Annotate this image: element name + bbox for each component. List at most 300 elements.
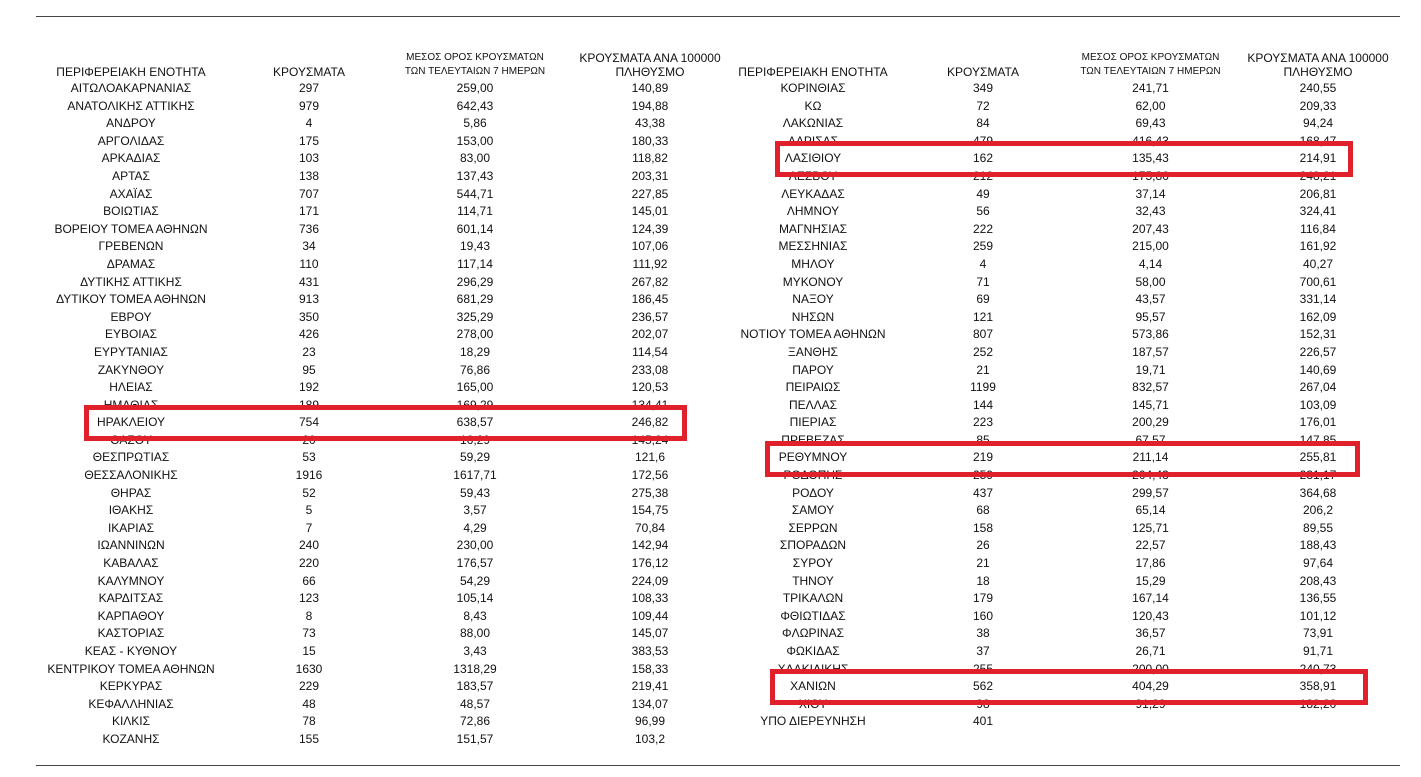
per-100k-cell: 214,91 <box>1299 151 1337 166</box>
per-100k-cell: 180,33 <box>631 133 669 148</box>
mean-7days-cell: 67,57 <box>1135 432 1166 447</box>
region-name-cell: ΣΠΟΡΑΔΩΝ <box>779 538 847 553</box>
mean-7days-cell: 215,00 <box>1132 239 1169 254</box>
mean-7days-cell: 43,57 <box>1135 292 1166 307</box>
region-name-cell: ΚΟΖΑΝΗΣ <box>102 731 160 746</box>
cases-cell: 38 <box>976 626 990 641</box>
cases-cell: 53 <box>302 450 316 465</box>
header-mean-line1: ΜΕΣΟΣ ΟΡΟΣ ΚΡΟΥΣΜΑΤΩΝ <box>406 52 544 63</box>
per-100k-cell: 89,55 <box>1302 520 1334 535</box>
per-100k-cell: 134,07 <box>631 696 669 711</box>
per-100k-cell: 142,94 <box>631 538 669 553</box>
region-name-cell: ΓΡΕΒΕΝΩΝ <box>98 239 164 254</box>
region-name-cell: ΣΥΡΟΥ <box>792 556 834 571</box>
cases-cell: 121 <box>972 309 994 324</box>
per-100k-cell: 233,08 <box>631 362 669 377</box>
per-100k-cell: 103,2 <box>634 731 666 746</box>
per-100k-cell: 383,53 <box>631 644 669 658</box>
cases-cell: 138 <box>298 168 320 183</box>
mean-7days-cell: 135,43 <box>1132 151 1169 166</box>
per-100k-cell: 331,14 <box>1299 292 1337 307</box>
cases-cell: 1630 <box>295 661 323 676</box>
region-name-cell: ΚΕΦΑΛΛΗΝΙΑΣ <box>88 696 174 711</box>
cases-cell: 562 <box>972 679 994 694</box>
mean-7days-cell: 19,43 <box>459 239 491 254</box>
mean-7days-cell: 681,29 <box>456 292 494 307</box>
region-name-cell: ΑΧΑΪΑΣ <box>109 186 153 201</box>
region-name-cell: ΝΗΣΩΝ <box>791 309 835 324</box>
cases-cell: 37 <box>976 644 990 658</box>
per-100k-cell: 231,17 <box>1299 468 1337 483</box>
per-100k-cell: 158,33 <box>631 661 669 676</box>
mean-7days-cell: 183,57 <box>456 679 494 694</box>
cases-cell: 736 <box>298 221 320 236</box>
header-region: ΠΕΡΙΦΕΡΕΙΑΚΗ ΕΝΟΤΗΤΑ <box>738 65 888 79</box>
cases-cell: 78 <box>302 714 316 729</box>
per-100k-cell: 116,84 <box>1300 221 1336 236</box>
per-100k-cell: 162,09 <box>1299 309 1337 324</box>
highlight-box <box>84 405 687 441</box>
per-100k-cell: 188,43 <box>1299 538 1337 553</box>
region-name-cell: ΔΡΑΜΑΣ <box>106 256 156 271</box>
mean-7days-cell: 404,29 <box>1132 679 1169 694</box>
mean-7days-cell: 48,57 <box>459 696 491 711</box>
cases-cell: 349 <box>972 81 994 95</box>
header-region: ΠΕΡΙΦΕΡΕΙΑΚΗ ΕΝΟΤΗΤΑ <box>56 65 206 79</box>
mean-7days-cell: 1318,29 <box>453 661 497 676</box>
mean-7days-cell: 259,00 <box>456 81 494 95</box>
cases-cell: 56 <box>976 204 990 219</box>
region-name-cell: ΞΑΝΘΗΣ <box>788 344 838 359</box>
mean-7days-cell: 54,29 <box>459 573 491 588</box>
cases-cell: 73 <box>302 626 316 641</box>
per-100k-cell: 108,33 <box>631 591 669 606</box>
per-100k-cell: 236,57 <box>631 309 669 324</box>
mean-7days-cell: 204,43 <box>1132 468 1169 483</box>
top-rule <box>36 16 1400 17</box>
mean-7days-cell: 325,29 <box>456 309 494 324</box>
mean-7days-cell: 19,71 <box>1135 362 1166 377</box>
per-100k-cell: 73,91 <box>1302 626 1334 641</box>
mean-7days-cell: 59,29 <box>459 450 491 465</box>
region-name-cell: ΚΑΒΑΛΑΣ <box>103 556 159 571</box>
region-name-cell: ΑΝΔΡΟΥ <box>106 116 156 131</box>
mean-7days-cell: 207,43 <box>1132 221 1169 236</box>
per-100k-cell: 96,99 <box>634 714 666 729</box>
region-name-cell: ΜΕΣΣΗΝΙΑΣ <box>778 239 848 254</box>
cases-cell: 255 <box>972 661 994 676</box>
cases-cell: 192 <box>298 380 320 395</box>
region-name-cell: ΧΑΛΚΙΔΙΚΗΣ <box>777 661 849 676</box>
per-100k-cell: 140,89 <box>631 81 669 95</box>
mean-7days-cell: 69,43 <box>1135 116 1166 131</box>
mean-7days-cell: 18,29 <box>459 344 491 359</box>
cases-cell: 85 <box>976 432 990 447</box>
header-per-line2: ΠΛΗΘΥΣΜΟ <box>1283 65 1353 79</box>
mean-7days-cell: 4,14 <box>1138 256 1163 271</box>
mean-7days-cell: 241,71 <box>1132 81 1169 95</box>
per-100k-cell: 121,6 <box>634 450 666 465</box>
per-100k-cell: 101,12 <box>1299 608 1337 623</box>
cases-cell: 123 <box>298 591 320 606</box>
per-100k-cell: 227,85 <box>631 186 669 201</box>
region-name-cell: ΜΑΓΝΗΣΙΑΣ <box>778 221 848 236</box>
cases-cell: 158 <box>972 520 994 535</box>
cases-cell: 426 <box>298 327 320 342</box>
per-100k-cell: 208,43 <box>1299 573 1337 588</box>
region-name-cell: ΛΑΚΩΝΙΑΣ <box>782 116 844 131</box>
cases-cell: 252 <box>972 344 994 359</box>
cases-cell: 754 <box>298 415 320 430</box>
mean-7days-cell: 15,29 <box>1135 573 1166 588</box>
region-name-cell: ΑΡΤΑΣ <box>112 168 150 183</box>
mean-7days-cell: 187,57 <box>1132 344 1169 359</box>
region-name-cell: ΕΒΡΟΥ <box>110 309 152 324</box>
region-name-cell: ΚΑΛΥΜΝΟΥ <box>97 573 165 588</box>
region-name-cell: ΧΙΟΥ <box>798 696 828 711</box>
region-name-cell: ΛΑΣΙΘΙΟΥ <box>784 151 842 166</box>
cases-cell: 72 <box>976 98 990 113</box>
per-100k-cell: 145,24 <box>631 432 669 447</box>
mean-7days-cell: 642,43 <box>456 98 494 113</box>
mean-7days-cell: 58,00 <box>1135 274 1166 289</box>
per-100k-cell: 209,33 <box>1299 98 1337 113</box>
per-100k-cell: 97,64 <box>1302 556 1334 571</box>
region-name-cell: ΘΕΣΣΑΛΟΝΙΚΗΣ <box>84 468 178 483</box>
cases-cell: 4 <box>305 116 313 131</box>
cases-cell: 240 <box>298 538 320 553</box>
mean-7days-cell: 211,14 <box>1132 450 1169 465</box>
per-100k-cell: 203,31 <box>631 168 669 183</box>
region-name-cell: ΑΝΑΤΟΛΙΚΗΣ ΑΤΤΙΚΗΣ <box>67 98 195 113</box>
cases-cell: 7 <box>305 520 313 535</box>
cases-cell: 175 <box>298 133 320 148</box>
region-name-cell: ΑΡΓΟΛΙΔΑΣ <box>97 133 165 148</box>
mean-7days-cell: 230,00 <box>456 538 494 553</box>
cases-cell: 34 <box>302 239 316 254</box>
region-name-cell: ΗΛΕΙΑΣ <box>109 380 153 395</box>
region-name-cell: ΡΟΔΟΠΗΣ <box>783 468 843 483</box>
region-name-cell: ΠΕΛΛΑΣ <box>788 397 838 412</box>
header-mean-line2: ΤΩΝ ΤΕΛΕΥΤΑΙΩΝ 7 ΗΜΕΡΩΝ <box>404 66 546 77</box>
mean-7days-cell: 175,86 <box>1132 168 1169 183</box>
cases-cell: 52 <box>302 485 316 500</box>
cases-cell: 913 <box>298 292 320 307</box>
mean-7days-cell: 76,86 <box>459 362 491 377</box>
region-name-cell: ΣΑΜΟΥ <box>791 503 835 518</box>
cases-cell: 707 <box>298 186 320 201</box>
per-100k-cell: 219,41 <box>631 679 669 694</box>
mean-7days-cell: 91,29 <box>1135 696 1166 711</box>
mean-7days-cell: 26,71 <box>1135 644 1166 658</box>
cases-cell: 15 <box>302 644 316 658</box>
cases-cell: 350 <box>298 309 320 324</box>
mean-7days-cell: 200,29 <box>1132 415 1169 430</box>
mean-7days-cell: 169,29 <box>456 397 494 412</box>
region-name-cell: ΚΕΑΣ - ΚΥΘΝΟΥ <box>84 644 178 658</box>
per-100k-cell: 364,68 <box>1299 485 1337 500</box>
cases-cell: 431 <box>298 274 320 289</box>
mean-7days-cell: 16,29 <box>459 432 491 447</box>
mean-7days-cell: 59,43 <box>459 485 491 500</box>
mean-7days-cell: 72,86 <box>459 714 491 729</box>
region-name-cell: ΔΥΤΙΚΟΥ ΤΟΜΕΑ ΑΘΗΝΩΝ <box>56 292 206 307</box>
per-100k-cell: 136,55 <box>1299 591 1337 606</box>
header-mean-7days <box>1053 51 1248 79</box>
per-100k-cell: 118,82 <box>632 151 668 166</box>
per-100k-cell: 40,27 <box>1302 256 1334 271</box>
per-100k-cell: 267,82 <box>631 274 669 289</box>
per-100k-cell: 194,88 <box>631 98 669 113</box>
region-name-cell: ΘΑΣΟΥ <box>110 432 152 447</box>
region-name-cell: ΠΑΡΟΥ <box>792 362 834 377</box>
mean-7days-cell: 165,00 <box>456 380 494 395</box>
cases-cell: 807 <box>972 327 994 342</box>
cases-cell: 110 <box>299 256 319 271</box>
cases-cell: 18 <box>976 573 990 588</box>
mean-7days-cell: 17,86 <box>1135 556 1166 571</box>
per-100k-cell: 107,06 <box>631 239 669 254</box>
mean-7days-cell: 105,14 <box>456 591 494 606</box>
mean-7days-cell: 3,57 <box>463 503 487 518</box>
cases-cell: 48 <box>302 696 316 711</box>
region-name-cell: ΗΜΑΘΙΑΣ <box>103 397 159 412</box>
region-name-cell: ΠΙΕΡΙΑΣ <box>789 415 837 430</box>
mean-7days-cell: 114,71 <box>457 204 493 219</box>
per-100k-cell: 154,75 <box>631 503 669 518</box>
header-cases-per-100k <box>570 51 730 79</box>
mean-7days-cell: 137,43 <box>456 168 494 183</box>
header-cases: ΚΡΟΥΣΜΑΤΑ <box>947 65 1019 79</box>
cases-cell: 103 <box>298 151 320 166</box>
region-name-cell: ΕΥΡΥΤΑΝΙΑΣ <box>94 344 168 359</box>
region-name-cell: ΤΡΙΚΑΛΩΝ <box>782 591 844 606</box>
cases-cell: 84 <box>976 116 990 131</box>
per-100k-cell: 176,12 <box>631 556 669 571</box>
cases-cell: 155 <box>298 731 320 746</box>
per-100k-cell: 182,20 <box>1299 696 1337 711</box>
header-per-line2: ΠΛΗΘΥΣΜΟ <box>615 65 685 79</box>
cases-cell: 212 <box>972 168 994 183</box>
region-name-cell: ΛΕΣΒΟΥ <box>788 168 838 183</box>
mean-7days-cell: 299,57 <box>1132 485 1169 500</box>
cases-cell: 979 <box>298 98 320 113</box>
cases-cell: 259 <box>972 239 994 254</box>
per-100k-cell: 240,73 <box>1299 661 1337 676</box>
region-name-cell: ΘΕΣΠΡΩΤΙΑΣ <box>92 450 170 465</box>
region-name-cell: ΚΕΡΚΥΡΑΣ <box>99 679 163 694</box>
per-100k-cell: 145,07 <box>631 626 669 641</box>
cases-cell: 69 <box>976 292 990 307</box>
cases-cell: 98 <box>976 696 990 711</box>
region-name-cell: ΙΘΑΚΗΣ <box>108 503 154 518</box>
cases-cell: 21 <box>976 362 990 377</box>
region-name-cell: ΕΥΒΟΙΑΣ <box>104 327 158 342</box>
mean-7days-cell: 3,43 <box>463 644 487 658</box>
region-name-cell: ΒΟΙΩΤΙΑΣ <box>103 204 159 219</box>
region-name-cell: ΡΕΘΥΜΝΟΥ <box>778 450 848 465</box>
per-100k-cell: 358,91 <box>1299 679 1337 694</box>
cases-cell: 160 <box>972 608 994 623</box>
per-100k-cell: 124,39 <box>631 221 669 236</box>
cases-cell: 479 <box>972 133 994 148</box>
per-100k-cell: 91,71 <box>1302 644 1334 658</box>
region-name-cell: ΤΗΝΟΥ <box>792 573 834 588</box>
cases-cell: 223 <box>972 415 994 430</box>
cases-cell: 26 <box>976 538 990 553</box>
mean-7days-cell: 832,57 <box>1132 380 1169 395</box>
mean-7days-cell: 153,00 <box>456 133 494 148</box>
highlight-box <box>775 141 1353 177</box>
per-100k-cell: 140,69 <box>1299 362 1337 377</box>
per-100k-cell: 145,01 <box>631 204 669 219</box>
per-100k-cell: 206,81 <box>1299 186 1337 201</box>
per-100k-cell: 224,09 <box>631 573 669 588</box>
region-name-cell: ΚΑΡΔΙΤΣΑΣ <box>98 591 164 606</box>
region-name-cell: ΛΗΜΝΟΥ <box>786 204 840 219</box>
region-name-cell: ΡΟΔΟΥ <box>792 485 834 500</box>
cases-cell: 1916 <box>295 468 323 483</box>
per-100k-cell: 103,09 <box>1299 397 1337 412</box>
cases-cell: 259 <box>972 468 994 483</box>
mean-7days-cell: 278,00 <box>456 327 494 342</box>
mean-7days-cell: 117,14 <box>457 256 493 271</box>
per-100k-cell: 172,56 <box>631 468 669 483</box>
mean-7days-cell: 200,00 <box>1132 661 1169 676</box>
region-name-cell: ΚΑΡΠΑΘΟΥ <box>97 608 165 623</box>
mean-7days-cell: 120,43 <box>1132 608 1169 623</box>
cases-cell: 23 <box>302 344 316 359</box>
per-100k-cell: 134,41 <box>631 397 669 412</box>
mean-7days-cell: 151,57 <box>456 731 494 746</box>
mean-7days-cell: 8,43 <box>463 608 487 623</box>
mean-7days-cell: 36,57 <box>1135 626 1166 641</box>
mean-7days-cell: 573,86 <box>1132 327 1169 342</box>
per-100k-cell: 206,2 <box>1302 503 1334 518</box>
cases-cell: 401 <box>972 714 994 729</box>
mean-7days-cell: 145,71 <box>1132 397 1169 412</box>
region-name-cell: ΛΕΥΚΑΔΑΣ <box>781 186 845 201</box>
per-100k-cell: 267,04 <box>1299 380 1337 395</box>
region-name-cell: ΜΥΚΟΝΟΥ <box>782 274 844 289</box>
cases-cell: 144 <box>972 397 994 412</box>
cases-cell: 179 <box>972 591 994 606</box>
cases-cell: 219 <box>972 450 994 465</box>
per-100k-cell: 240,55 <box>1299 81 1337 95</box>
cases-cell: 20 <box>302 432 316 447</box>
region-name-cell: ΦΩΚΙΔΑΣ <box>786 644 840 658</box>
per-100k-cell: 168,47 <box>1299 133 1337 148</box>
cases-cell: 162 <box>972 151 994 166</box>
per-100k-cell: 111,92 <box>632 256 668 271</box>
mean-7days-cell: 416,43 <box>1132 133 1169 148</box>
per-100k-cell: 109,44 <box>631 608 669 623</box>
header-mean-7days <box>380 51 570 79</box>
mean-7days-cell: 83,00 <box>459 151 491 166</box>
mean-7days-cell: 638,57 <box>456 415 494 430</box>
highlight-box <box>770 669 1368 705</box>
region-name-cell: ΝΑΞΟΥ <box>792 292 834 307</box>
per-100k-cell: 43,38 <box>634 116 666 131</box>
cases-cell: 66 <box>302 573 316 588</box>
region-name-cell: ΦΘΙΩΤΙΔΑΣ <box>780 608 846 623</box>
region-name-cell: ΠΡΕΒΕΖΑΣ <box>781 432 845 447</box>
header-mean-line1: ΜΕΣΟΣ ΟΡΟΣ ΚΡΟΥΣΜΑΤΩΝ <box>1081 52 1220 63</box>
per-100k-cell: 246,82 <box>631 415 669 430</box>
region-name-cell: ΑΙΤΩΛΟΑΚΑΡΝΑΝΙΑΣ <box>70 81 192 95</box>
mean-7days-cell: 65,14 <box>1135 503 1166 518</box>
cases-cell: 220 <box>298 556 320 571</box>
cases-cell: 171 <box>298 204 320 219</box>
mean-7days-cell: 601,14 <box>456 221 494 236</box>
per-100k-cell: 161,92 <box>1299 239 1337 254</box>
region-name-cell: ΖΑΚΥΝΘΟΥ <box>97 362 165 377</box>
cases-cell: 229 <box>298 679 320 694</box>
header-per-line1: ΚΡΟΥΣΜΑΤΑ ΑΝΑ 100000 <box>1247 51 1389 65</box>
cases-cell: 297 <box>298 81 320 95</box>
cases-cell: 8 <box>305 608 313 623</box>
region-name-cell: ΙΩΑΝΝΙΝΩΝ <box>97 538 165 553</box>
cases-cell: 49 <box>976 186 990 201</box>
per-100k-cell: 147,85 <box>1299 432 1337 447</box>
mean-7days-cell: 125,71 <box>1132 520 1169 535</box>
header-mean-line2: ΤΩΝ ΤΕΛΕΥΤΑΙΩΝ 7 ΗΜΕΡΩΝ <box>1080 66 1221 77</box>
mean-7days-cell: 176,57 <box>456 556 494 571</box>
cases-cell: 437 <box>972 485 994 500</box>
region-name-cell: ΔΥΤΙΚΗΣ ΑΤΤΙΚΗΣ <box>80 274 182 289</box>
mean-7days-cell: 5,86 <box>463 116 487 131</box>
mean-7days-cell: 167,14 <box>1132 591 1169 606</box>
region-name-cell: ΛΑΡΙΣΑΣ <box>787 133 839 148</box>
per-100k-cell: 248,21 <box>1299 168 1337 183</box>
mean-7days-cell: 4,29 <box>463 520 487 535</box>
per-100k-cell: 226,57 <box>1299 344 1337 359</box>
region-name-cell: ΗΡΑΚΛΕΙΟΥ <box>96 415 166 430</box>
region-name-cell: ΑΡΚΑΔΙΑΣ <box>101 151 161 166</box>
per-100k-cell: 94,24 <box>1302 116 1334 131</box>
cases-cell: 5 <box>305 503 313 518</box>
region-name-cell: ΙΚΑΡΙΑΣ <box>107 520 155 535</box>
cases-cell: 95 <box>302 362 316 377</box>
region-name-cell: ΚΕΝΤΡΙΚΟΥ ΤΟΜΕΑ ΑΘΗΝΩΝ <box>47 661 215 676</box>
per-100k-cell: 202,07 <box>631 327 669 342</box>
region-name-cell: ΘΗΡΑΣ <box>110 485 152 500</box>
region-name-cell: ΠΕΙΡΑΙΩΣ <box>785 380 841 395</box>
cases-cell: 1199 <box>970 380 996 395</box>
cases-cell: 68 <box>976 503 990 518</box>
per-100k-cell: 152,31 <box>1299 327 1337 342</box>
mean-7days-cell: 37,14 <box>1135 186 1166 201</box>
per-100k-cell: 700,61 <box>1299 274 1337 289</box>
region-name-cell: ΚΩ <box>804 98 822 113</box>
per-100k-cell: 114,54 <box>632 344 668 359</box>
mean-7days-cell: 296,29 <box>456 274 494 289</box>
cases-cell: 71 <box>976 274 990 289</box>
region-name-cell: ΦΛΩΡΙΝΑΣ <box>782 626 844 641</box>
mean-7days-cell: 544,71 <box>456 186 494 201</box>
header-per-line1: ΚΡΟΥΣΜΑΤΑ ΑΝΑ 100000 <box>579 51 721 65</box>
cases-cell: 189 <box>298 397 320 412</box>
region-name-cell: ΧΑΝΙΩΝ <box>790 679 836 694</box>
cases-cell: 21 <box>976 556 990 571</box>
region-name-cell: ΚΙΛΚΙΣ <box>111 714 151 729</box>
region-name-cell: ΚΑΣΤΟΡΙΑΣ <box>97 626 165 641</box>
region-name-cell: ΚΟΡΙΝΘΙΑΣ <box>780 81 846 95</box>
mean-7days-cell: 95,57 <box>1135 309 1166 324</box>
cases-cell: 4 <box>979 256 987 271</box>
header-cases: ΚΡΟΥΣΜΑΤΑ <box>273 65 345 79</box>
per-100k-cell: 176,01 <box>1299 415 1337 430</box>
